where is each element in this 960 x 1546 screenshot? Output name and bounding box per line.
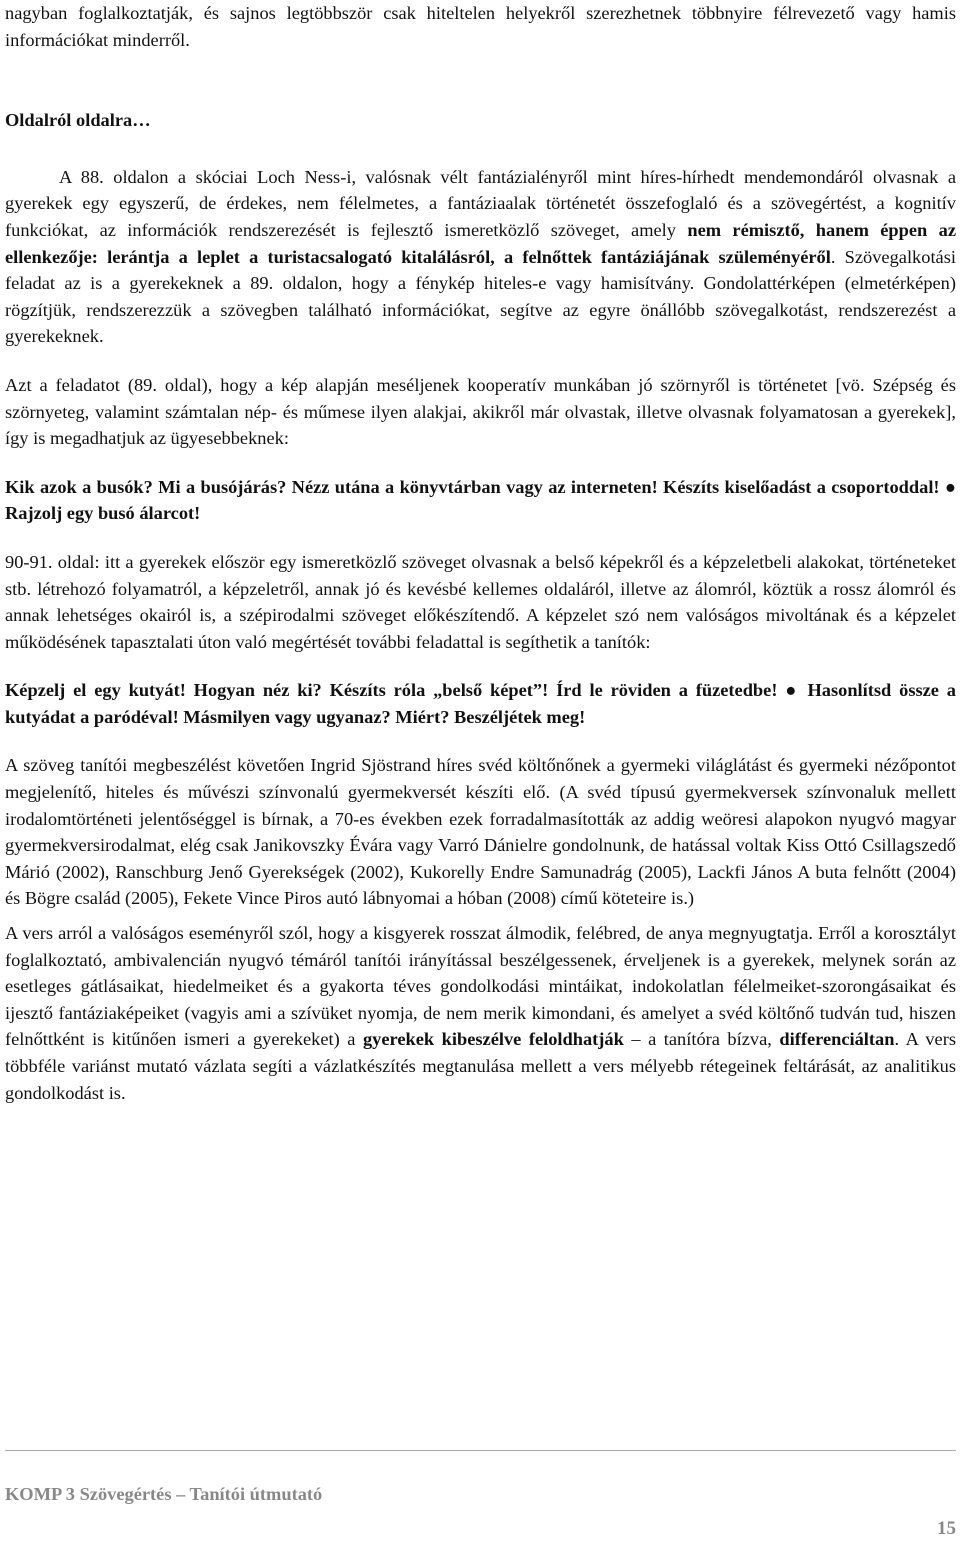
document-page <box>5 0 956 1106</box>
paragraph-dream-poem-bold-2: differenciáltan <box>779 1029 895 1050</box>
paragraph-loch-ness <box>5 164 956 350</box>
paragraph-sjostrand: A szöveg tanítói megbeszélést követően Ingrid Sjöstrand híres svéd költőnőnek a gyermeki világlátást és gyermeki nézőpontot megjelenítő, hiteles és művészi színvonalú gyermekversét készíti elő. (A svéd típusú gyermekversek színvonaluk mellett irodalomtörténeti jelentőséggel is bírnak, a 70-es években ezek forradalmasították az addig weöresi alapokon nyugvó magyar gyermekversirodalmat, elég csak Janikovszky Évára vagy Varró Dánielre gondolnunk, de hatással voltak Kiss Ottó Csillagszedő Márió (2002), Ranschburg Jenő Gyerekségek (2002), Kukorelly Endre Samunadrág (2005), Lackfi János A buta felnőtt (2004) és Bögre család (2005), Fekete Vince Piros autó lábnyomai a hóban (2008) című köteteire is.) <box>5 755 956 909</box>
footer-divider <box>5 1450 956 1451</box>
paragraph-loch-ness-bold: nem rémisztő, hanem éppen az ellenkezője: lerántja a leplet a turistacsalogató kitalálásról, a felnőttek fantáziájának szüleményéről <box>5 219 956 267</box>
task-kutya: Képzelj el egy kutyát! Hogyan néz ki? Készíts róla „belső képet”! Írd le röviden a füzetedbe! ● Hasonlítsd össze a kutyádat a paródéval! Másmilyen vagy ugyanaz? Miért? Beszéljétek meg! <box>5 680 956 727</box>
paragraph-monster-story: Azt a feladatot (89. oldal), hogy a kép alapján meséljenek kooperatív munkában jó szörnyről is történetet [vö. Szépség és szörnyeteg, valamint számtalan nép- és műmese ilyen alakjai, akikről már olvastak, illetve olvasnak folyamatosan a gyerekek], így is megadhatjuk az ügyesebbeknek: <box>5 374 956 449</box>
page-number: 15 <box>937 1518 956 1539</box>
paragraph-imagination: 90-91. oldal: itt a gyerekek először egy ismeretközlő szöveget olvasnak a belső képekről és a képzeletbeli alakokat, történeteket stb. létrehozó folyamatról, a képzeletről, annak jó és kevésbé kellemes oldaláról, illetve az álomról, köztük a rossz álomról és annak lehetséges okairól is, a szépirodalmi szöveget előkészítendő. A képzelet szó nem valóságos mivoltának és a képzelet működésének tapasztalati úton való megértését további feladattal is segíthetik a tanítók: <box>5 551 956 652</box>
paragraph-dream-poem <box>5 920 956 1106</box>
paragraph-loch-ness-rest: . Szövegalkotási feladat az is a gyerekeknek a 89. oldalon, hogy a fénykép hiteles-e vagy hamisítvány. Gondolattérképen (elmetérképen) rögzítjük, rendszerezzük a szövegben található információkat, segítve az egyre önállóbb szövegalkotást, rendszerezést a gyerekeknek. <box>5 246 956 347</box>
task-busok: Kik azok a busók? Mi a busójárás? Nézz utána a könyvtárban vagy az interneten! Készíts kiselőadást a csoportoddal! ● Rajzolj egy busó álarcot! <box>5 476 956 524</box>
footer-title: KOMP 3 Szövegértés – Tanítói útmutató <box>5 1484 323 1504</box>
paragraph-dream-poem-text: A vers arról a valóságos eseményről szól, hogy a kisgyerek rosszat álmodik, felébred, de anya megnyugtatja. Erről a korosztályt foglalkoztató, ambivalencián nyugvó témáról tanítói irányítással beszélgessenek, érveljenek is a gyerekek, melynek során az esetleges gátlásaikat, hiedelmeiket és a gyakorta téves gondolkodási mintáikat, indokolatlan félelmeiket-szorongásaikat és ijesztő fantáziaképeiket (vagyis ami a szívüket nyomja, de nem merik kimondani, és amelyet a svéd költőnő tudván tud, hiszen felnőttként is kitűnően ismeri a gyerekeket) a <box>5 923 956 1050</box>
paragraph-dream-poem-rest: . A vers többféle variánst mutató vázlata segíti a vázlatkészítés megtanulása mellett a vers mélyebb rétegeinek feltárását, az analitikus gondolkodást is. <box>5 1029 956 1103</box>
paragraph-dream-poem-bold-1: gyerekek kibeszélve feloldhatják <box>362 1029 624 1050</box>
intro-paragraph: nagyban foglalkoztatják, és sajnos legtöbbször csak hiteltelen helyekről szerezhetnek többnyire félrevezető vagy hamis információkat minderről. <box>5 3 956 50</box>
paragraph-dream-poem-mid: – a tanítóra bízva, <box>623 1029 780 1050</box>
paragraph-loch-ness-text: A 88. oldalon a skóciai Loch Ness-i, valósnak vélt fantázialényről mint híres-hírhedt mendemondáról olvasnak a gyerekek egy egyszerű, de érdekes, nem félelmetes, a fantáziaalak történetét összefoglaló és a szövegértést, a kognitív funkciókat, az információk rendszerezését is fejlesztő ismeretközlő szöveget, amely <box>5 166 956 240</box>
section-heading: Oldalról oldalra… <box>5 110 151 131</box>
